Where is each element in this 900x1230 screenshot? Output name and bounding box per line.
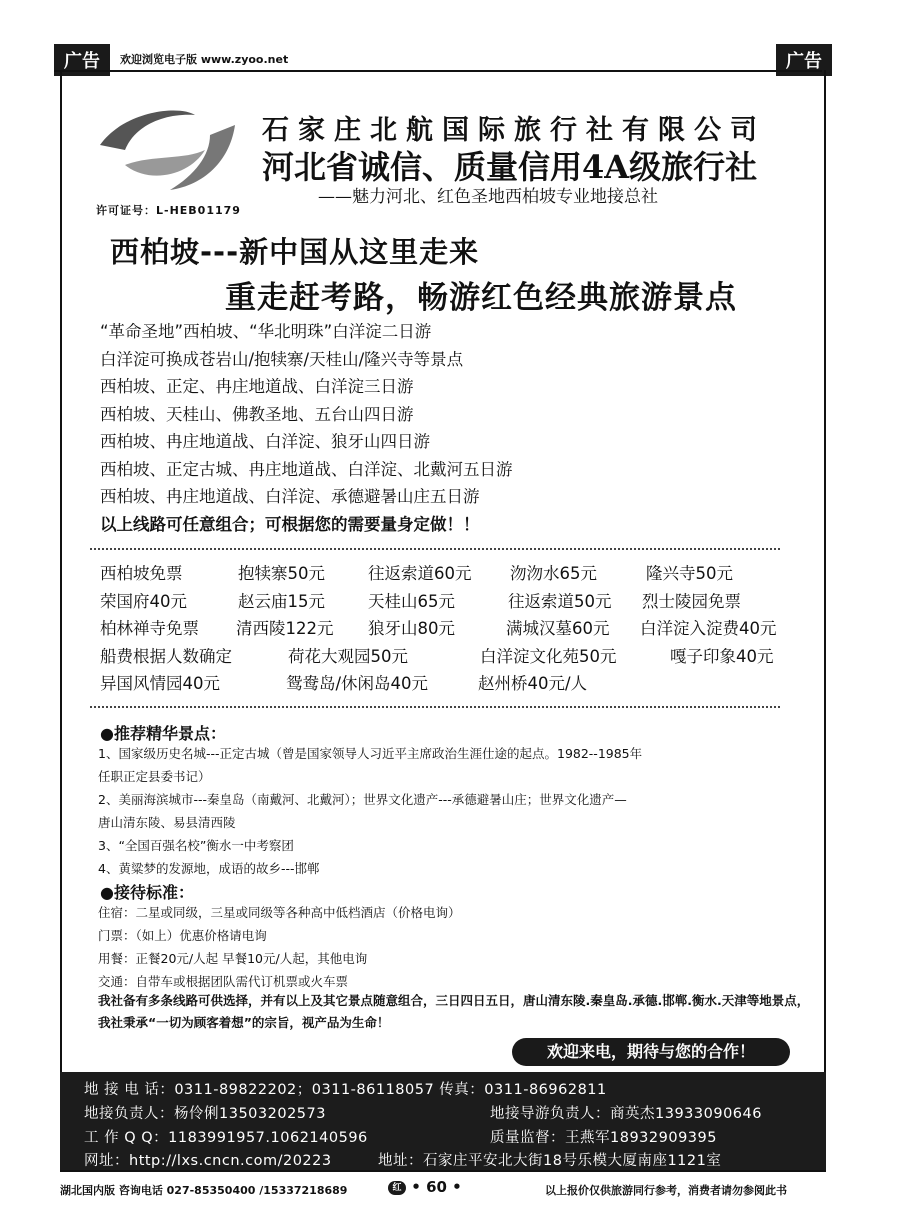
- dotted-divider: [90, 706, 780, 708]
- recommend-list: [98, 742, 813, 880]
- recommend-line: 2、美丽海滨城市---秦皇岛（南戴河、北戴河）；世界文化遗产---承德避暑山庄；世界文化遗产—: [98, 792, 627, 807]
- contact-manager: 地接负责人：杨伶俐13503202573: [84, 1106, 326, 1122]
- ticket-item: 柏林禅寺免票: [100, 619, 199, 638]
- credit-rating: 河北省诚信、质量信用4A级旅行社: [262, 148, 758, 186]
- ticket-item: 天桂山65元: [368, 591, 455, 611]
- ticket-item: 抱犊寨50元: [238, 564, 325, 583]
- recommend-line: 任职正定县委书记）: [98, 769, 211, 784]
- ticket-item: 船费根据人数确定: [100, 646, 232, 666]
- ticket-item: 往返索道60元: [368, 564, 472, 583]
- contact-panel: [60, 1072, 826, 1170]
- ticket-row: [100, 670, 820, 698]
- ticket-item: 白洋淀文化苑50元: [480, 646, 617, 666]
- ticket-item: 西柏坡免票: [100, 564, 183, 583]
- route-item: “革命圣地”西柏坡、“华北明珠”白洋淀二日游: [100, 322, 432, 341]
- standard-line: 住宿：二星或同级，三星或同级等各种高中低档酒店（价格电询）: [98, 905, 461, 920]
- ticket-prices: [100, 560, 820, 698]
- slogan: ——魅力河北、红色圣地西柏坡专业地接总社: [318, 187, 658, 207]
- headline-1: 西柏坡---新中国从这里走来: [110, 235, 480, 269]
- recommend-title: ●推荐精华景点：: [100, 724, 226, 743]
- route-item: 西柏坡、正定、冉庄地道战、白洋淀三日游: [100, 377, 414, 396]
- ticket-row: [100, 615, 820, 643]
- contact-address: 地址：石家庄平安北大街18号乐模大厦南座1121室: [378, 1153, 722, 1169]
- headline-2: 重走赶考路，畅游红色经典旅游景点: [225, 280, 737, 316]
- ticket-item: 赵云庙15元: [238, 591, 325, 611]
- standard-line: 交通：自带车或根据团队需代订机票或火车票: [98, 974, 349, 989]
- dotted-divider: [90, 548, 780, 550]
- page-number: 红 • 60 •: [388, 1178, 462, 1196]
- contact-qq: 工 作 Q Q：1183991957.1062140596: [84, 1130, 368, 1146]
- ad-tag-right: 广告: [776, 44, 832, 76]
- welcome-banner: 欢迎来电，期待与您的合作！: [512, 1038, 790, 1066]
- footer-left: 湖北国内版 咨询电话 027-85350400 /15337218689: [60, 1184, 348, 1197]
- route-item: 西柏坡、冉庄地道战、白洋淀、承德避暑山庄五日游: [100, 487, 480, 506]
- ticket-item: 往返索道50元: [508, 591, 612, 611]
- standard-title: ●接待标准：: [100, 883, 194, 902]
- red-badge-icon: 红: [388, 1181, 406, 1195]
- recommend-line: 3、“全国百强名校”衡水一中考察团: [98, 838, 294, 853]
- ticket-item: 鸳鸯岛/休闲岛40元: [286, 674, 429, 693]
- license-number: 许可证号：L-HEB01179: [96, 204, 241, 217]
- ticket-item: 荷花大观园50元: [288, 646, 408, 666]
- footer-right: 以上报价仅供旅游同行参考，消费者请勿参阅此书: [545, 1184, 787, 1197]
- ticket-item: 沕沕水65元: [510, 564, 597, 583]
- contact-phone: 地 接 电 话：0311-89822202；0311-86118057 传真：0311-86962811: [84, 1082, 607, 1098]
- company-logo-icon: [95, 105, 245, 195]
- ticket-item: 白洋淀入淀费40元: [640, 619, 777, 638]
- ticket-item: 嘎子印象40元: [670, 646, 774, 666]
- site-link[interactable]: 欢迎浏览电子版 www.zyoo.net: [120, 53, 289, 66]
- ticket-item: 烈士陵园免票: [642, 591, 741, 611]
- ticket-item: 隆兴寺50元: [646, 564, 733, 583]
- ticket-item: 荣国府40元: [100, 591, 187, 611]
- recommend-line: 1、国家级历史名城---正定古城（曾是国家领导人习近平主席政治生涯仕途的起点。1982--1985年: [98, 746, 643, 761]
- standard-line: 用餐：正餐20元/人起 早餐10元/人起，其他电询: [98, 951, 368, 966]
- ticket-item: 狼牙山80元: [368, 619, 455, 638]
- contact-web[interactable]: 网址：http://lxs.cncn.com/20223: [84, 1153, 332, 1169]
- recommend-line: 唐山清东陵、易县清西陵: [98, 815, 236, 830]
- route-note: 以上线路可任意组合；可根据您的需要量身定做！！: [100, 514, 480, 534]
- company-name: 石家庄北航国际旅行社有限公司: [262, 115, 766, 146]
- contact-guide: 地接导游负责人：商英杰13933090646: [490, 1106, 762, 1122]
- standard-list: [98, 901, 813, 993]
- route-item: 西柏坡、正定古城、冉庄地道战、白洋淀、北戴河五日游: [100, 459, 513, 479]
- ticket-item: 赵州桥40元/人: [478, 674, 588, 693]
- ticket-item: 清西陵122元: [236, 619, 334, 638]
- route-item: 西柏坡、冉庄地道战、白洋淀、狼牙山四日游: [100, 432, 430, 451]
- ticket-item: 满城汉墓60元: [506, 619, 610, 638]
- ticket-row: [100, 588, 820, 616]
- selling-point: 我社备有多条线路可供选择，并有以上及其它景点随意组合，三日四日五日，唐山清东陵.秦皇岛.承德.邯郸.衡水.天津等地景点，我社秉承“一切为顾客着想”的宗旨，视产品为生命！: [98, 993, 810, 1030]
- ticket-item: 异国风情园40元: [100, 674, 220, 693]
- ticket-row: [100, 643, 820, 671]
- standard-line: 门票：（如上）优惠价格请电询: [98, 928, 267, 943]
- contact-quality: 质量监督：王燕军18932909395: [490, 1130, 717, 1146]
- ticket-row: [100, 560, 820, 588]
- route-list: [100, 318, 513, 538]
- route-item: 白洋淀可换成苍岩山/抱犊寨/天桂山/隆兴寺等景点: [100, 349, 464, 369]
- ad-tag-left: 广告: [54, 44, 110, 76]
- route-item: 西柏坡、天桂山、佛教圣地、五台山四日游: [100, 404, 414, 424]
- recommend-line: 4、黄粱梦的发源地，成语的故乡---邯郸: [98, 861, 320, 876]
